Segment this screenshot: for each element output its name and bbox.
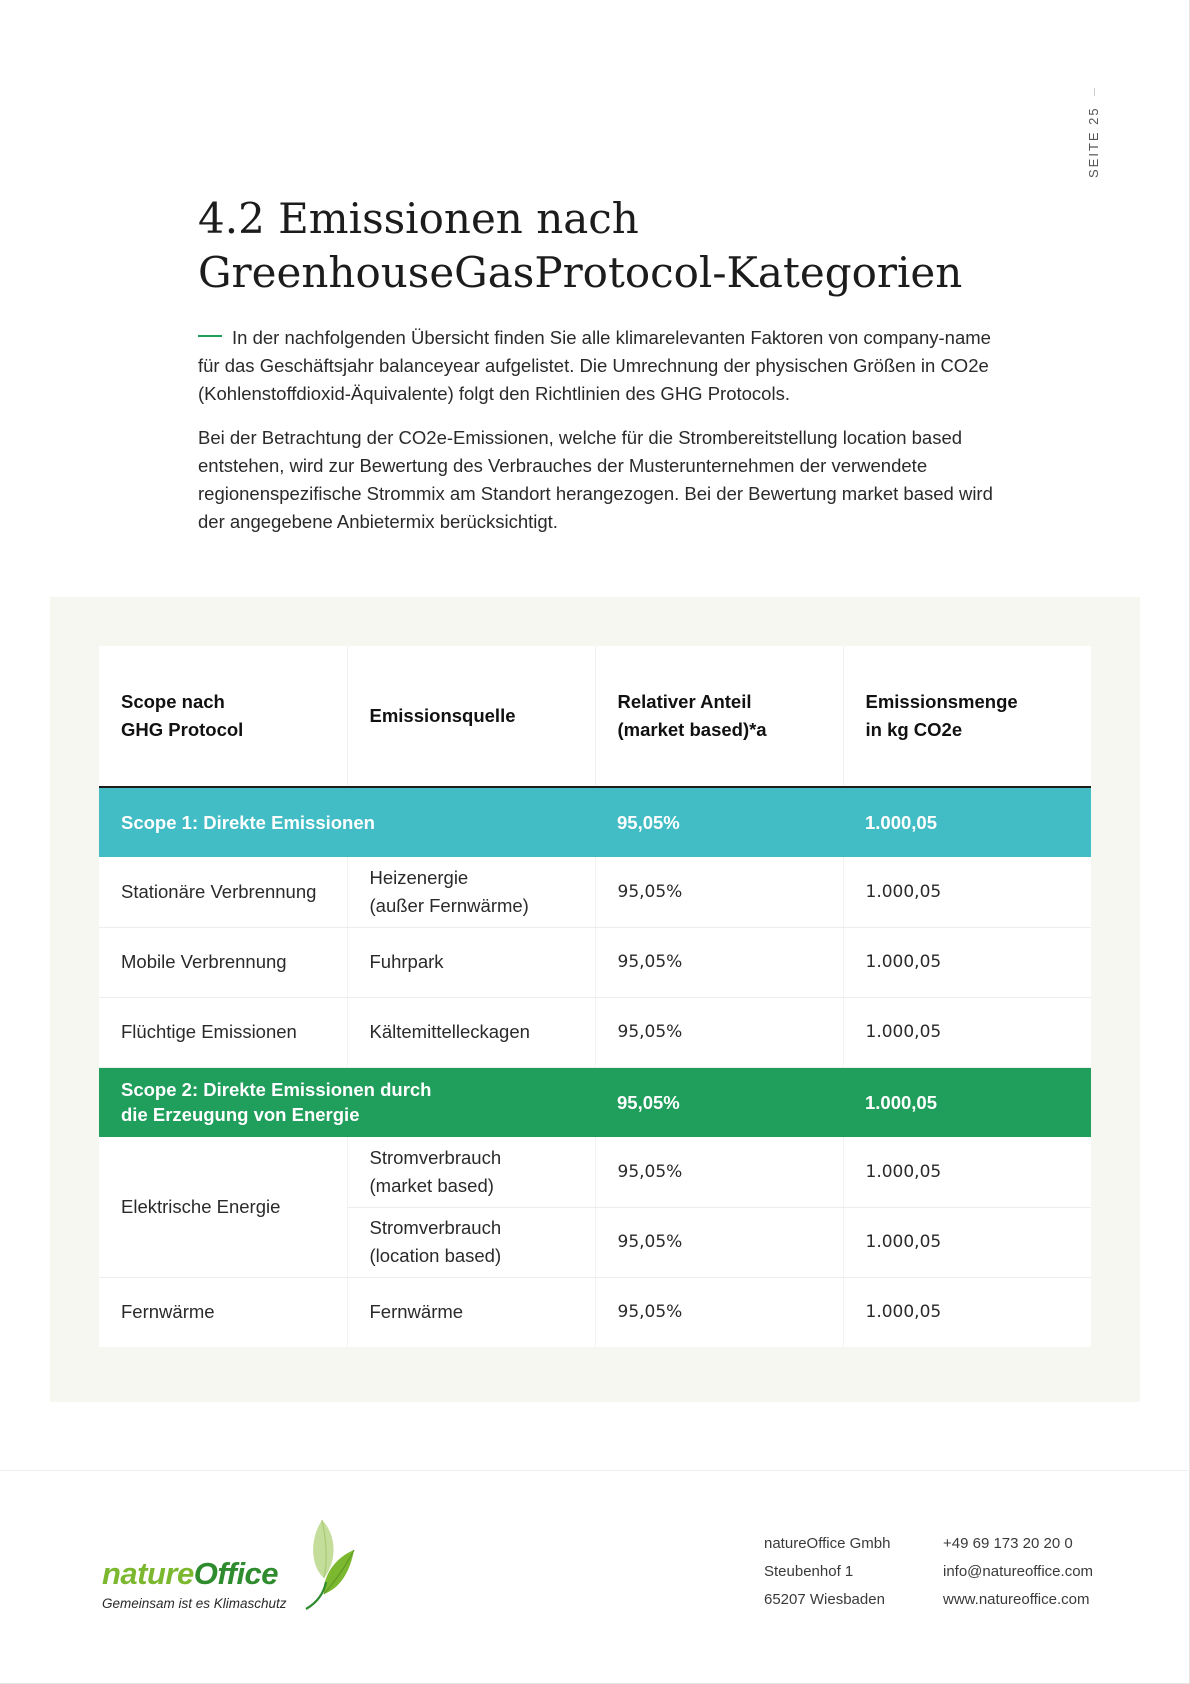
row-source: Heizenergie (außer Fernwärme) [347, 857, 595, 927]
company-name: natureOffice Gmbh [764, 1535, 891, 1552]
scope1-row [99, 787, 1091, 857]
page-number-tick [1094, 88, 1095, 96]
row-share: 95,05% [595, 1277, 843, 1347]
logo-text-part1: nature [102, 1556, 194, 1591]
title-line-1: 4.2 Emissionen nach [198, 194, 639, 243]
table-row [99, 1277, 1091, 1347]
row-amount: 1.000,05 [843, 1137, 1091, 1207]
city: 65207 Wiesbaden [764, 1591, 885, 1608]
table-row [99, 927, 1091, 997]
website-link[interactable]: www.natureoffice.com [943, 1591, 1090, 1608]
row-share: 95,05% [595, 927, 843, 997]
table-row [99, 857, 1091, 927]
title-line-2: GreenhouseGasProtocol-Kategorien [198, 248, 963, 297]
row-share: 95,05% [595, 1137, 843, 1207]
row-amount: 1.000,05 [843, 857, 1091, 927]
row-source: Fuhrpark [347, 927, 595, 997]
row-source: Stromverbrauch (market based) [347, 1137, 595, 1207]
page-number: SEITE 25 [1086, 106, 1101, 178]
row-share: 95,05% [595, 1207, 843, 1277]
scope1-share: 95,05% [595, 787, 843, 857]
row-amount: 1.000,05 [865, 1302, 942, 1323]
page-title [198, 192, 998, 300]
footer-divider [0, 1470, 1190, 1471]
row-category: Flüchtige Emissionen [99, 997, 347, 1067]
header-source: Emissionsquelle [347, 646, 595, 787]
row-source: Kältemittelleckagen [347, 997, 595, 1067]
header-share: Relativer Anteil (market based)*a [595, 646, 843, 787]
scope2-label: Scope 2: Direkte Emissionen durch die Erzeugung von Energie [99, 1067, 595, 1137]
leaf-icon [288, 1512, 358, 1612]
footer-address [764, 1530, 890, 1614]
scope2-share: 95,05% [595, 1067, 843, 1137]
row-category: Stationäre Verbrennung [99, 857, 347, 927]
accent-dash [198, 335, 222, 337]
row-source: Stromverbrauch (location based) [347, 1207, 595, 1277]
phone-number: +49 69 173 20 20 0 [943, 1535, 1073, 1552]
header-scope: Scope nach GHG Protocol [99, 646, 347, 787]
row-category: Mobile Verbrennung [99, 927, 347, 997]
intro-paragraph-2: Bei der Betrachtung der CO2e-Emissionen, welche für die Strombereitstellung location based entstehen, wird zur Bewertung des Verbrauches der Musterunternehmen der verwendete regionenspezifische Strommix am Standort herangezogen. Bei der Bewertung market based wird der angegebene Anbietermix berücksichtigt. [198, 427, 993, 532]
logo-text-part2: Office [193, 1556, 279, 1591]
emissions-table [99, 646, 1091, 1347]
row-category: Elektrische Energie [99, 1137, 347, 1277]
scope2-amount: 1.000,05 [843, 1067, 1091, 1137]
footer-contact [943, 1530, 1093, 1614]
row-source: Fernwärme [347, 1277, 595, 1347]
header-amount: Emissionsmenge in kg CO2e [843, 646, 1091, 787]
row-category: Fernwärme [99, 1277, 347, 1347]
scope1-label: Scope 1: Direkte Emissionen [99, 787, 595, 857]
table-row [99, 997, 1091, 1067]
row-share: 95,05% [595, 857, 843, 927]
table-header-row [99, 646, 1091, 787]
row-share: 95,05% [595, 997, 843, 1067]
street: Steubenhof 1 [764, 1563, 854, 1580]
scope2-row [99, 1067, 1091, 1137]
table-row [99, 1137, 1091, 1207]
intro-paragraph-1 [198, 324, 998, 408]
logo-slogan: Gemeinsam ist es Klimaschutz [102, 1596, 287, 1611]
row-amount: 1.000,05 [843, 997, 1091, 1067]
scope1-amount: 1.000,05 [843, 787, 1091, 857]
email-link[interactable]: info@natureoffice.com [943, 1563, 1094, 1580]
row-amount: 1.000,05 [843, 1207, 1091, 1277]
intro-text [198, 324, 998, 552]
logo-wordmark [102, 1556, 278, 1592]
row-amount: 1.000,05 [843, 927, 1091, 997]
natureoffice-logo [100, 1512, 360, 1618]
intro-paragraph-1-text: In der nachfolgenden Übersicht finden Sie alle klimarelevanten Faktoren von company-name für das Geschäftsjahr balanceyear aufgelistet. Die Umrechnung der physischen Größen in CO2e (Kohlenstoffdioxid-Äquivalente) folgt den Richtlinien des GHG Protocols. [198, 327, 991, 404]
